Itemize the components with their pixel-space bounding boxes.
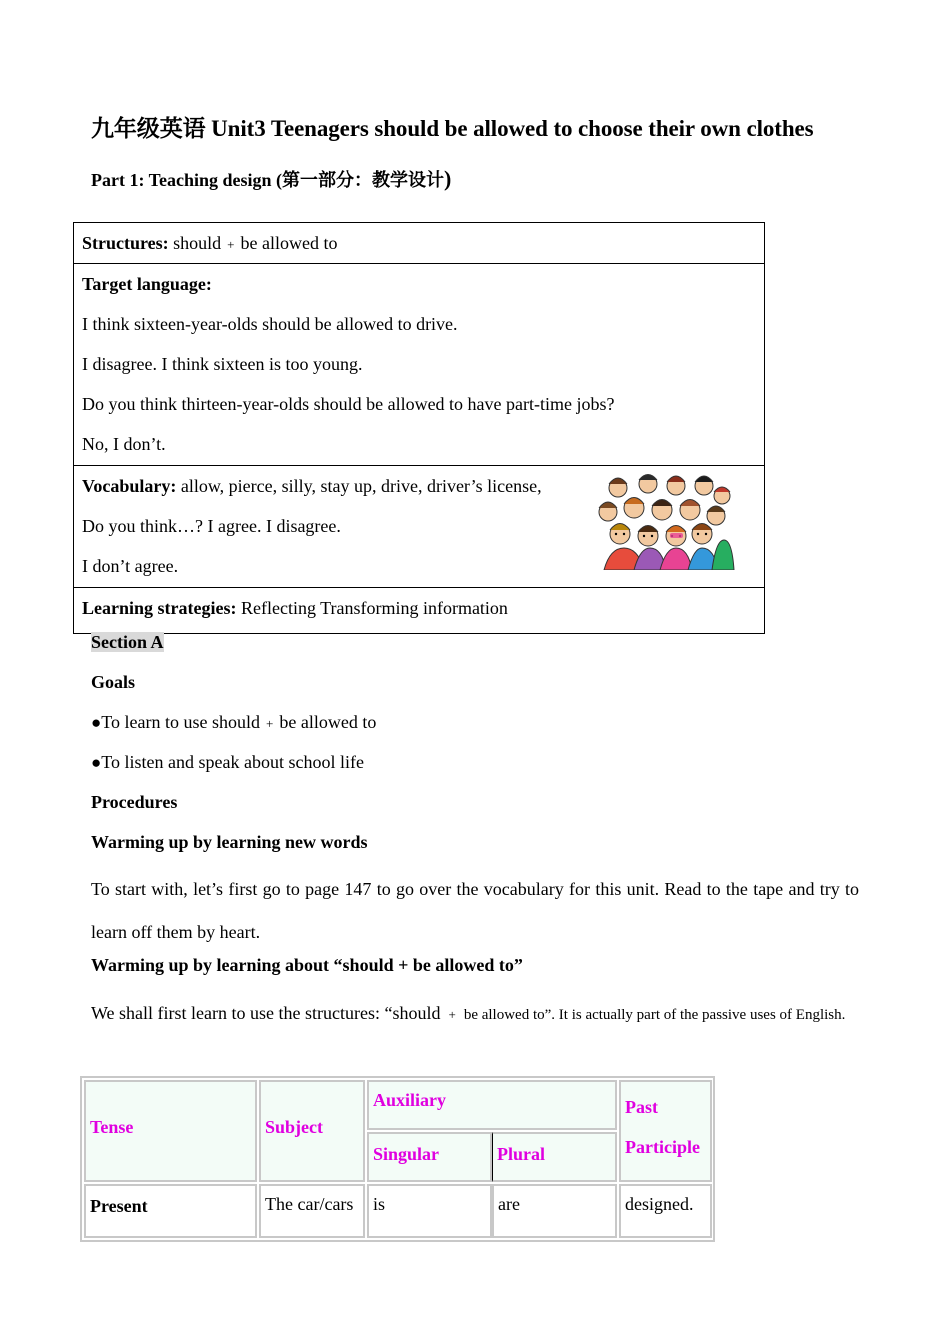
bullet-icon: ● [91, 753, 102, 772]
row-subject: The car/cars [265, 1194, 354, 1214]
target-language-row [74, 264, 764, 466]
strategies-label: Learning strategies: [82, 598, 237, 618]
warmup-2-paragraph [91, 992, 859, 1037]
vocabulary-row [74, 466, 764, 588]
target-line-2: I disagree. I think sixteen is too young. [82, 354, 363, 374]
header-subject-cell [259, 1080, 365, 1182]
row-tense-cell [84, 1184, 257, 1238]
goal-2-text: To listen and speak about school life [101, 752, 364, 772]
structures-plus: + [227, 237, 235, 252]
target-label: Target language: [82, 274, 212, 294]
strategies-text: Reflecting Transforming information [240, 598, 508, 618]
header-plural: Plural [497, 1144, 545, 1164]
vocab-line-3: I don’t agree. [82, 556, 179, 576]
target-line-4: No, I don’t. [82, 434, 166, 454]
vocab-label: Vocabulary: [82, 476, 177, 496]
header-auxiliary: Auxiliary [373, 1090, 447, 1110]
procedures-heading: Procedures [91, 792, 178, 812]
goal-2 [91, 752, 364, 773]
row-plural-cell [492, 1184, 617, 1238]
goals-heading: Goals [91, 672, 136, 692]
row-participle-cell [619, 1184, 712, 1238]
teaching-design-box [73, 222, 765, 634]
section-a-heading [91, 632, 164, 653]
warmup-2-heading: Warming up by learning about “should + be allowed to” [91, 955, 523, 975]
header-auxiliary-cell [367, 1080, 617, 1130]
goal-1 [91, 712, 376, 733]
row-plural: are [498, 1194, 520, 1214]
header-subject: Subject [265, 1117, 323, 1137]
section-a-label: Section A [91, 632, 164, 652]
header-singular: Singular [373, 1144, 440, 1164]
warmup-2-pre: We shall first learn to use the structures: “should [91, 1003, 441, 1023]
warmup-2-plus: + [448, 1007, 456, 1022]
row-tense: Present [90, 1196, 148, 1216]
goal-1-plus: + [266, 716, 274, 731]
structures-post: be allowed to [240, 233, 338, 253]
row-subject-cell [259, 1184, 365, 1238]
structures-pre: should [173, 233, 222, 253]
grammar-table [80, 1076, 715, 1242]
part-heading [91, 166, 451, 192]
header-plural-cell [492, 1132, 617, 1182]
structures-row [74, 223, 764, 264]
warmup-2-post: be allowed to”. It is actually part of the passive uses of English. [463, 1007, 846, 1023]
warmup-1-paragraph: To start with, let’s first go to page 147 to go over the vocabulary for this unit. Read to the tape and try to learn off them by heart. [91, 879, 859, 942]
row-singular: is [373, 1194, 386, 1214]
goal-1-pre: To learn to use should [101, 712, 260, 732]
vocab-line-2: Do you think…? I agree. I disagree. [82, 516, 341, 536]
document-title: 九年级英语 Unit3 Teenagers should be allowed to choose their own clothes [91, 116, 814, 141]
row-participle: designed. [625, 1194, 694, 1214]
bullet-icon: ● [91, 713, 102, 732]
warmup-1-heading: Warming up by learning new words [91, 832, 368, 852]
header-tense-cell [84, 1080, 257, 1182]
structures-label: Structures: [82, 233, 169, 253]
target-line-3: Do you think thirteen-year-olds should be allowed to have part-time jobs? [82, 394, 615, 414]
header-singular-cell [367, 1132, 492, 1182]
part-heading-text: Part 1: Teaching design (第一部分：教学设计 [91, 170, 445, 190]
part-heading-paren: ) [444, 166, 452, 191]
target-line-1: I think sixteen-year-olds should be allowed to drive. [82, 314, 458, 334]
vocab-line-1: allow, pierce, silly, stay up, drive, driver’s license, [180, 476, 542, 496]
learning-strategies-row [74, 588, 764, 633]
row-singular-cell [367, 1184, 492, 1238]
header-past: Past [625, 1097, 658, 1117]
header-participle-cell [619, 1080, 712, 1182]
goal-1-post: be allowed to [279, 712, 377, 732]
header-tense: Tense [90, 1117, 134, 1137]
header-participle: Participle [625, 1137, 700, 1157]
teenagers-group-illustration [596, 470, 736, 570]
